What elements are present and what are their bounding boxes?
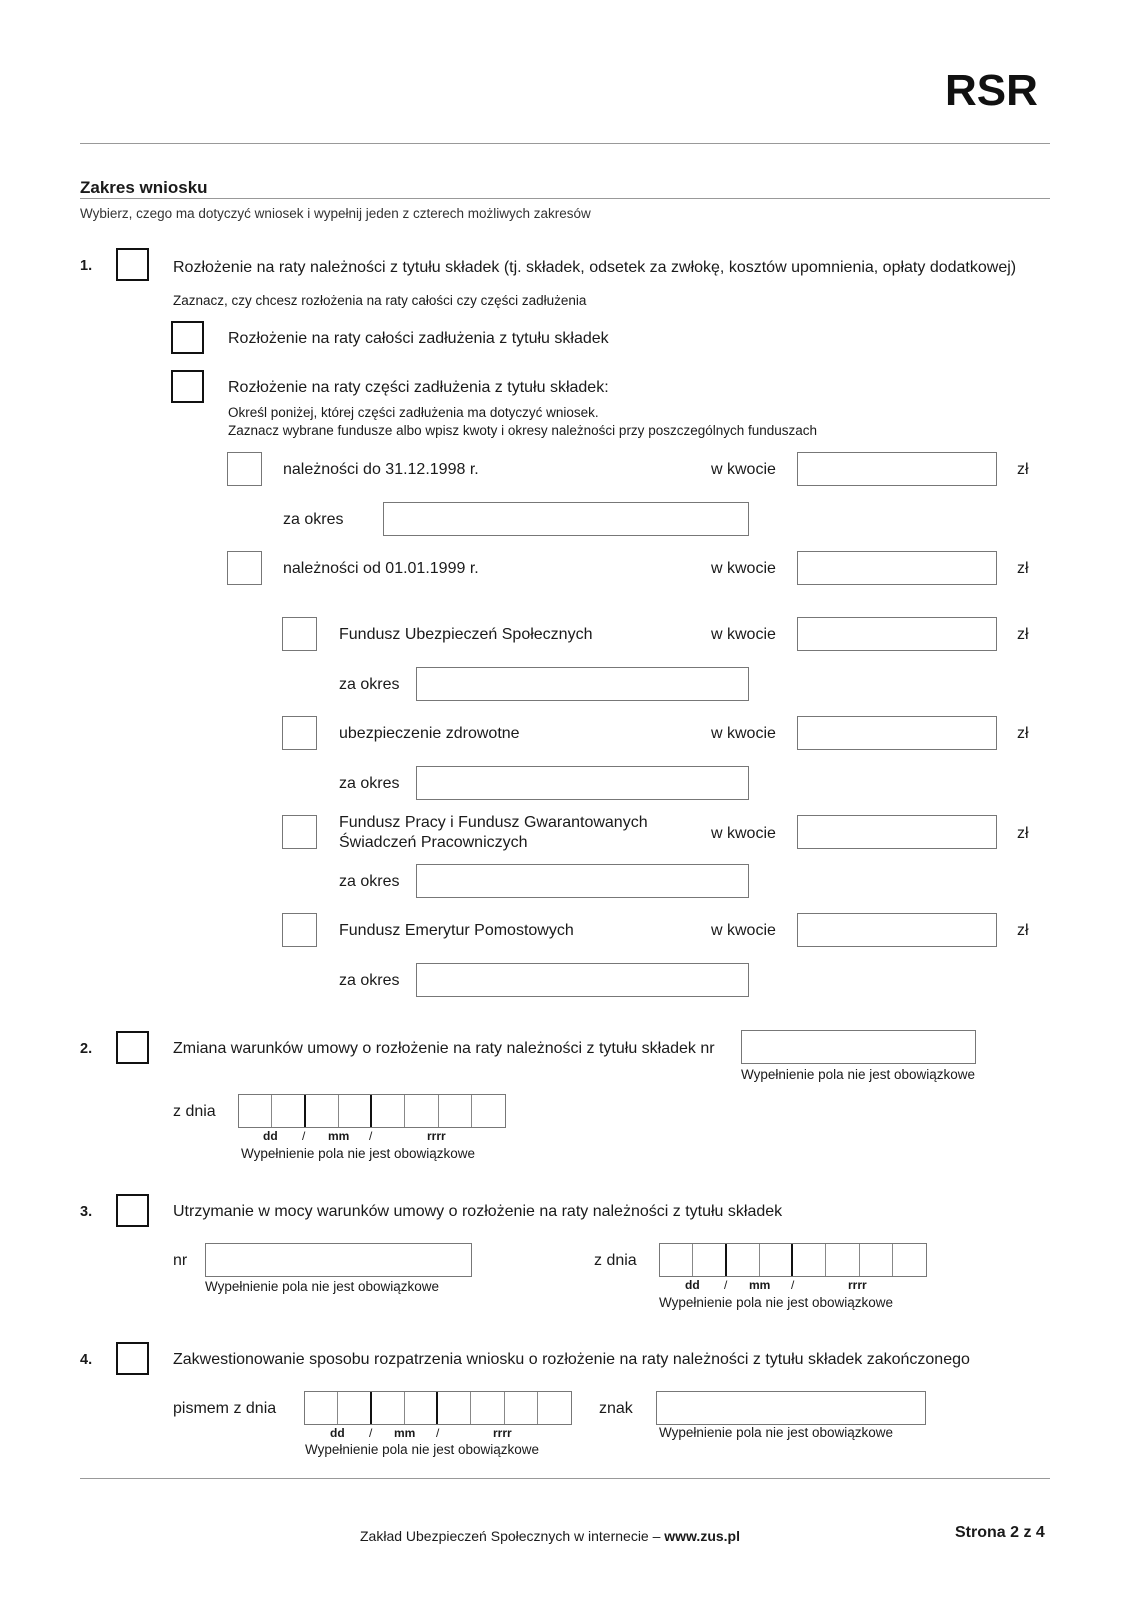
date-yyyy-label: rrrr — [848, 1278, 867, 1292]
page-number: Strona 2 z 4 — [955, 1524, 1045, 1541]
health-period-input[interactable] — [416, 766, 749, 800]
fep-currency: zł — [1017, 922, 1029, 939]
fus-amount-label: w kwocie — [711, 626, 776, 643]
fus-amount-input[interactable] — [797, 617, 997, 651]
option-4-sign-optional: Wypełnienie pola nie jest obowiązkowe — [659, 1425, 894, 1440]
part-debt-label: Rozłożenie na raty części zadłużenia z tytułu składek: — [228, 379, 609, 396]
option-4-number: 4. — [80, 1352, 93, 1368]
fp-amount-input[interactable] — [797, 815, 997, 849]
part-debt-checkbox[interactable] — [171, 370, 204, 403]
from-1999-amount-input[interactable] — [797, 551, 997, 585]
health-period-label: za okres — [339, 775, 400, 792]
date-slash: / — [436, 1426, 440, 1440]
form-code: RSR — [945, 66, 1038, 115]
before-1999-currency: zł — [1017, 461, 1029, 478]
date-yyyy-label: rrrr — [493, 1426, 512, 1440]
date-dd-label: dd — [685, 1278, 700, 1292]
fep-checkbox[interactable] — [282, 913, 317, 947]
fp-label-line2: Świadczeń Pracowniczych — [339, 834, 528, 851]
date-mm-label: mm — [749, 1278, 771, 1292]
option-2-date-input[interactable] — [238, 1094, 506, 1128]
fus-label: Fundusz Ubezpieczeń Społecznych — [339, 626, 593, 643]
health-checkbox[interactable] — [282, 716, 317, 750]
fep-period-input[interactable] — [416, 963, 749, 997]
option-4-sign-input[interactable] — [656, 1391, 926, 1425]
date-yyyy-label: rrrr — [427, 1129, 446, 1143]
health-label: ubezpieczenie zdrowotne — [339, 725, 520, 742]
footer-prefix: Zakład Ubezpieczeń Społecznych w internecie – — [360, 1528, 665, 1544]
fus-checkbox[interactable] — [282, 617, 317, 651]
option-2-number: 2. — [80, 1041, 93, 1057]
option-2-label: Zmiana warunków umowy o rozłożenie na raty należności z tytułu składek nr — [173, 1040, 715, 1057]
health-amount-input[interactable] — [797, 716, 997, 750]
option-4-checkbox[interactable] — [116, 1342, 149, 1375]
option-3-nr-label: nr — [173, 1252, 188, 1269]
option-4-sign-label: znak — [599, 1400, 633, 1417]
health-currency: zł — [1017, 725, 1029, 742]
fus-period-input[interactable] — [416, 667, 749, 701]
option-1-checkbox[interactable] — [116, 248, 149, 281]
option-2-date-optional: Wypełnienie pola nie jest obowiązkowe — [241, 1146, 476, 1161]
date-dd-label: dd — [330, 1426, 345, 1440]
fp-period-input[interactable] — [416, 864, 749, 898]
fp-checkbox[interactable] — [282, 815, 317, 849]
fus-period-label: za okres — [339, 676, 400, 693]
option-3-label: Utrzymanie w mocy warunków umowy o rozłożenie na raty należności z tytułu składek — [173, 1203, 783, 1220]
whole-debt-label: Rozłożenie na raty całości zadłużenia z tytułu składek — [228, 330, 609, 347]
option-1-label: Rozłożenie na raty należności z tytułu składek (tj. składek, odsetek za zwłokę, kosztów upomnienia, opłaty dodatkowej) — [173, 259, 1017, 276]
from-1999-label: należności od 01.01.1999 r. — [283, 560, 479, 577]
before-1999-period-input[interactable] — [383, 502, 749, 536]
option-1-hint: Zaznacz, czy chcesz rozłożenia na raty całości czy części zadłużenia — [173, 293, 587, 308]
date-slash: / — [369, 1129, 373, 1143]
date-slash: / — [724, 1278, 728, 1292]
option-3-nr-optional: Wypełnienie pola nie jest obowiązkowe — [205, 1279, 440, 1294]
section-subtitle: Wybierz, czego ma dotyczyć wniosek i wypełnij jeden z czterech możliwych zakresów — [80, 206, 591, 221]
part-debt-hint-1: Określ poniżej, której części zadłużenia ma dotyczyć wniosek. — [228, 405, 599, 420]
option-4-label: Zakwestionowanie sposobu rozpatrzenia wniosku o rozłożenie na raty należności z tytułu składek zakończonego — [173, 1351, 970, 1368]
option-2-date-label: z dnia — [173, 1103, 216, 1120]
option-3-date-optional: Wypełnienie pola nie jest obowiązkowe — [659, 1295, 894, 1310]
agreement-number-optional: Wypełnienie pola nie jest obowiązkowe — [741, 1067, 976, 1082]
part-debt-hint-2: Zaznacz wybrane fundusze albo wpisz kwoty i okresy należności przy poszczególnych funduszach — [228, 423, 818, 438]
fp-currency: zł — [1017, 825, 1029, 842]
fep-amount-input[interactable] — [797, 913, 997, 947]
option-3-date-label: z dnia — [594, 1252, 637, 1269]
date-dd-label: dd — [263, 1129, 278, 1143]
before-1999-checkbox[interactable] — [227, 452, 262, 486]
section-divider — [80, 198, 1050, 199]
option-4-date-optional: Wypełnienie pola nie jest obowiązkowe — [305, 1442, 540, 1457]
whole-debt-checkbox[interactable] — [171, 321, 204, 354]
before-1999-period-label: za okres — [283, 511, 344, 528]
option-1-number: 1. — [80, 258, 93, 274]
option-4-letter-date-label: pismem z dnia — [173, 1400, 277, 1417]
health-amount-label: w kwocie — [711, 725, 776, 742]
before-1999-amount-input[interactable] — [797, 452, 997, 486]
header-divider — [80, 143, 1050, 144]
before-1999-label: należności do 31.12.1998 r. — [283, 461, 479, 478]
footer-divider — [80, 1478, 1050, 1479]
footer-link[interactable]: www.zus.pl — [664, 1528, 740, 1544]
option-3-nr-input[interactable] — [205, 1243, 472, 1277]
option-3-date-input[interactable] — [659, 1243, 927, 1277]
date-mm-label: mm — [394, 1426, 416, 1440]
footer-text — [360, 1528, 740, 1544]
date-mm-label: mm — [328, 1129, 350, 1143]
option-3-number: 3. — [80, 1204, 93, 1220]
from-1999-currency: zł — [1017, 560, 1029, 577]
fp-period-label: za okres — [339, 873, 400, 890]
date-slash: / — [791, 1278, 795, 1292]
from-1999-amount-label: w kwocie — [711, 560, 776, 577]
fep-amount-label: w kwocie — [711, 922, 776, 939]
fus-currency: zł — [1017, 626, 1029, 643]
fep-period-label: za okres — [339, 972, 400, 989]
fep-label: Fundusz Emerytur Pomostowych — [339, 922, 574, 939]
option-4-letter-date-input[interactable] — [304, 1391, 572, 1425]
date-slash: / — [369, 1426, 373, 1440]
section-title: Zakres wniosku — [80, 178, 208, 197]
option-2-checkbox[interactable] — [116, 1031, 149, 1064]
from-1999-checkbox[interactable] — [227, 551, 262, 585]
fp-amount-label: w kwocie — [711, 825, 776, 842]
before-1999-amount-label: w kwocie — [711, 461, 776, 478]
date-slash: / — [302, 1129, 306, 1143]
option-3-checkbox[interactable] — [116, 1194, 149, 1227]
agreement-number-input[interactable] — [741, 1030, 976, 1064]
fp-label-line1: Fundusz Pracy i Fundusz Gwarantowanych — [339, 814, 648, 831]
